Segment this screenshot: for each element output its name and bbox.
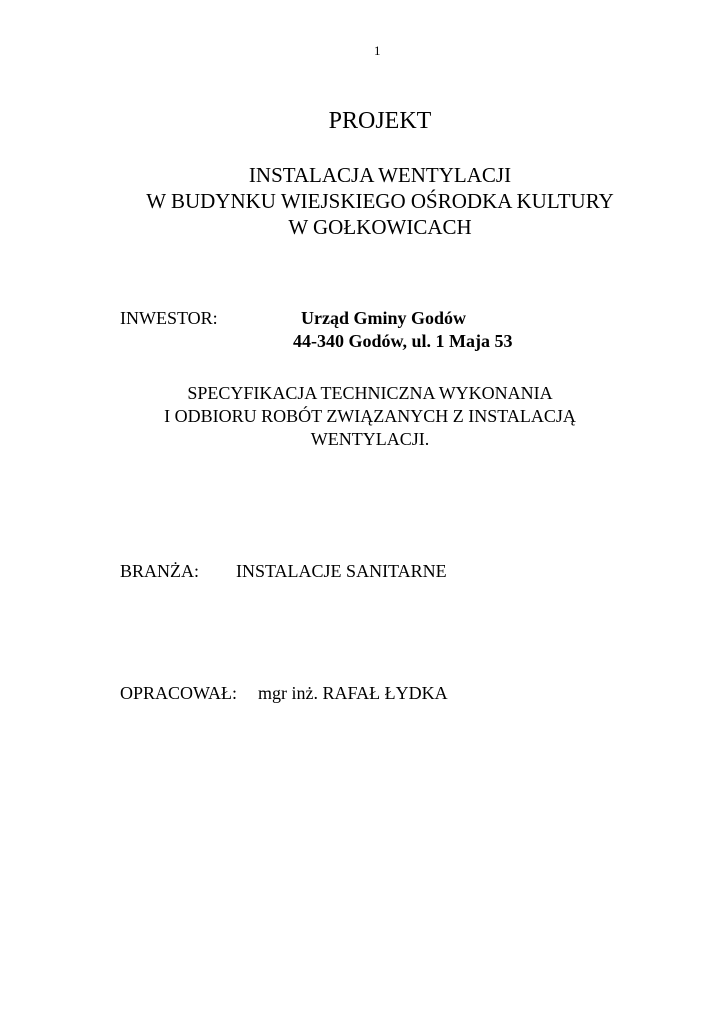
- author-label: OPRACOWAŁ:: [120, 683, 238, 703]
- branch-value: INSTALACJE SANITARNE: [236, 561, 447, 581]
- specification-heading: [0, 382, 724, 451]
- subtitle-line-2: W BUDYNKU WIEJSKIEGO OŚRODKA KULTURY: [146, 189, 614, 213]
- specification-line-2: I ODBIORU ROBÓT ZWIĄZANYCH Z INSTALACJĄ: [164, 406, 576, 426]
- investor-address: 44-340 Godów, ul. 1 Maja 53: [293, 331, 513, 351]
- specification-line-1: SPECYFIKACJA TECHNICZNA WYKONANIA: [187, 383, 553, 403]
- document-title: PROJEKT: [328, 108, 432, 134]
- project-subtitle: [0, 162, 724, 240]
- page-number: 1: [374, 43, 381, 58]
- investor-label: INWESTOR:: [120, 308, 218, 328]
- specification-line-3: WENTYLACJI.: [310, 429, 430, 449]
- author-value: mgr inż. RAFAŁ ŁYDKA: [258, 683, 448, 703]
- investor-name: Urząd Gminy Godów: [301, 308, 467, 328]
- branch-label: BRANŻA:: [120, 561, 200, 581]
- subtitle-line-1: INSTALACJA WENTYLACJI: [248, 163, 512, 187]
- subtitle-line-3: W GOŁKOWICACH: [288, 215, 472, 239]
